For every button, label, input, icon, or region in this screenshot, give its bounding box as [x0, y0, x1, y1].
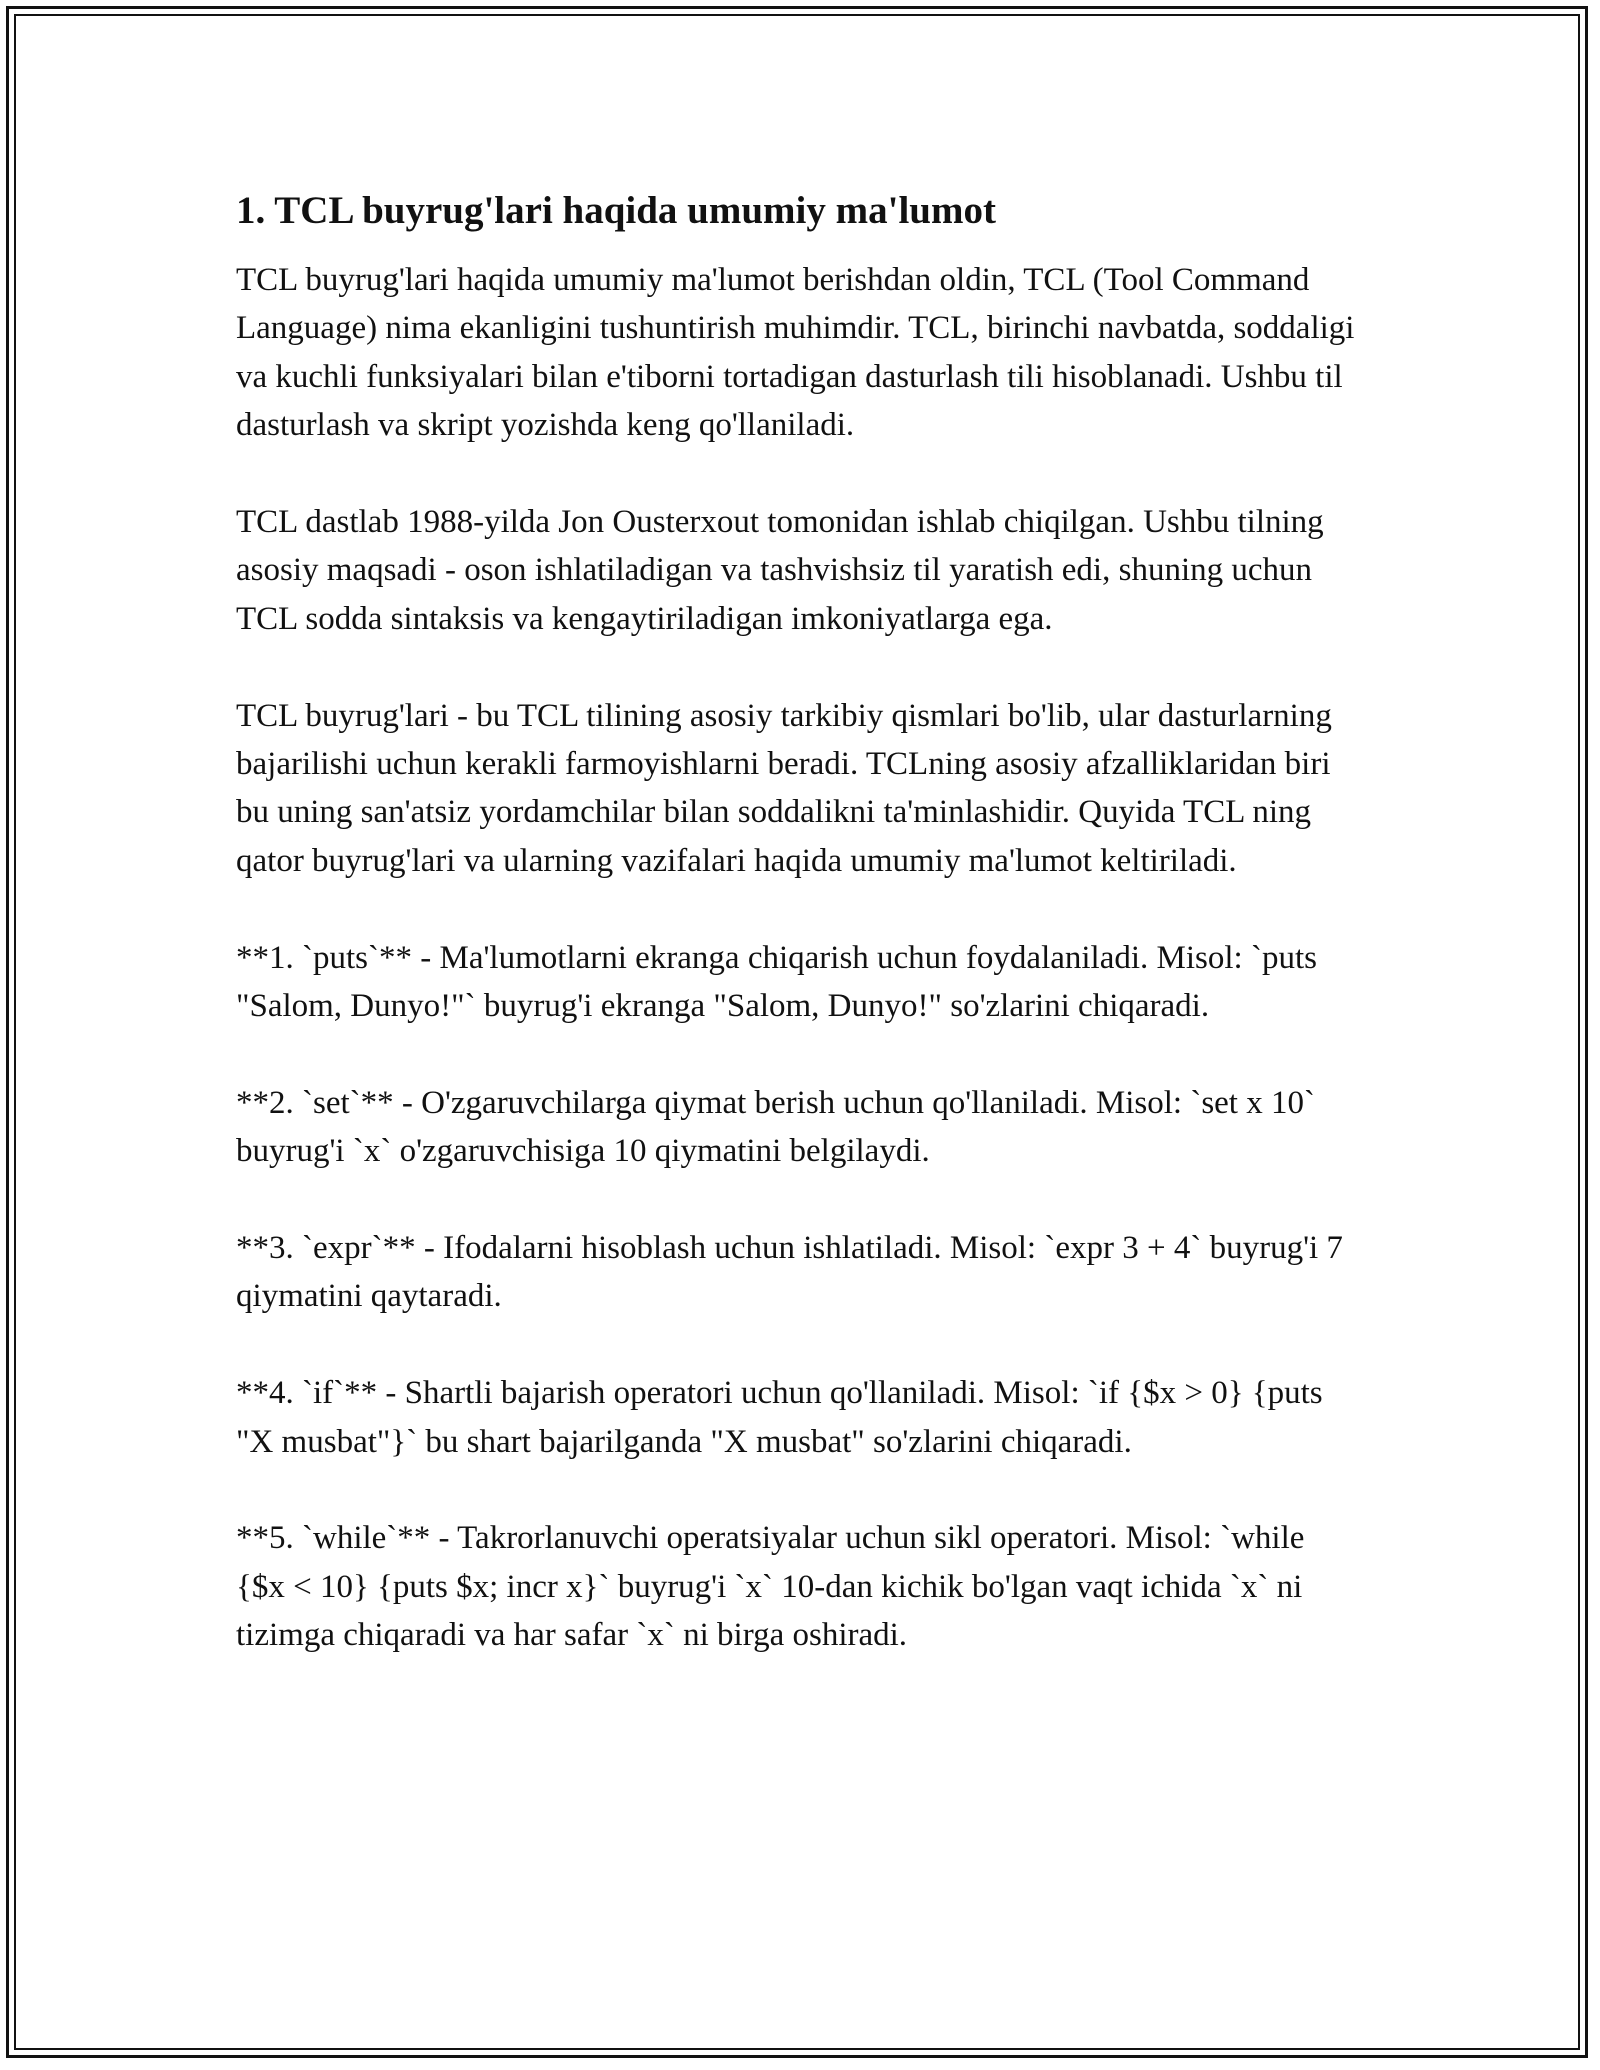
paragraph-command-expr: **3. `expr`** - Ifodalarni hisoblash uchun ishlatiladi. Misol: `expr 3 + 4` buyrug'i 7 qiymatini qaytaradi. [236, 1230, 1343, 1315]
paragraph-commands-overview: TCL buyrug'lari - bu TCL tilining asosiy tarkibiy qismlari bo'lib, ular dasturlarning bajarilishi uchun kerakli farmoyishlarni beradi. TCLning asosiy afzalliklaridan biri bu uning san'atsiz yordamchilar bilan soddalikni ta'minlashidir. Quyida TCL ning qator buyrug'lari va ularning vazifalari haqida umumiy ma'lumot keltiriladi. [236, 697, 1332, 879]
document-body [236, 186, 1356, 1660]
section-heading: 1. TCL buyrug'lari haqida umumiy ma'lumot [236, 189, 996, 232]
paragraph-command-puts: **1. `puts`** - Ma'lumotlarni ekranga chiqarish uchun foydalaniladi. Misol: `puts "Salom, Dunyo!"` buyrug'i ekranga "Salom, Dunyo!" so'zlarini chiqaradi. [236, 939, 1317, 1025]
paragraph-intro: TCL buyrug'lari haqida umumiy ma'lumot berishdan oldin, TCL (Tool Command Language) nima ekanligini tushuntirish muhimdir. TCL, birinchi navbatda, soddaligi va kuchli funksiyalari bilan e'tiborni tortadigan dasturlash tili hisoblanadi. Ushbu til dasturlash va skript yozishda keng qo'llaniladi. [236, 262, 1355, 444]
paragraph-history: TCL dastlab 1988-yilda Jon Ousterxout tomonidan ishlab chiqilgan. Ushbu tilning asosiy maqsadi - oson ishlatiladigan va tashvishsiz til yaratish edi, shuning uchun TCL sodda sintaksis va kengaytiriladigan imkoniyatlarga ega. [236, 504, 1324, 637]
paragraph-command-while: **5. `while`** - Takrorlanuvchi operatsiyalar uchun sikl operatori. Misol: `while {$x < 10} {puts $x; incr x}` buyrug'i `x` 10-dan kichik bo'lgan vaqt ichida `x` ni tizimga chiqaradi va har safar `x` ni birga oshiradi. [236, 1520, 1305, 1654]
paragraph-command-if: **4. `if`** - Shartli bajarish operatori uchun qo'llaniladi. Misol: `if {$x > 0} {puts "X musbat"}` bu shart bajarilganda "X musbat" so'zlarini chiqaradi. [236, 1375, 1323, 1460]
paragraph-command-set: **2. `set`** - O'zgaruvchilarga qiymat berish uchun qo'llaniladi. Misol: `set x 10` buyrug'i `x` o'zgaruvchisiga 10 qiymatini belgilaydi. [236, 1084, 1315, 1170]
